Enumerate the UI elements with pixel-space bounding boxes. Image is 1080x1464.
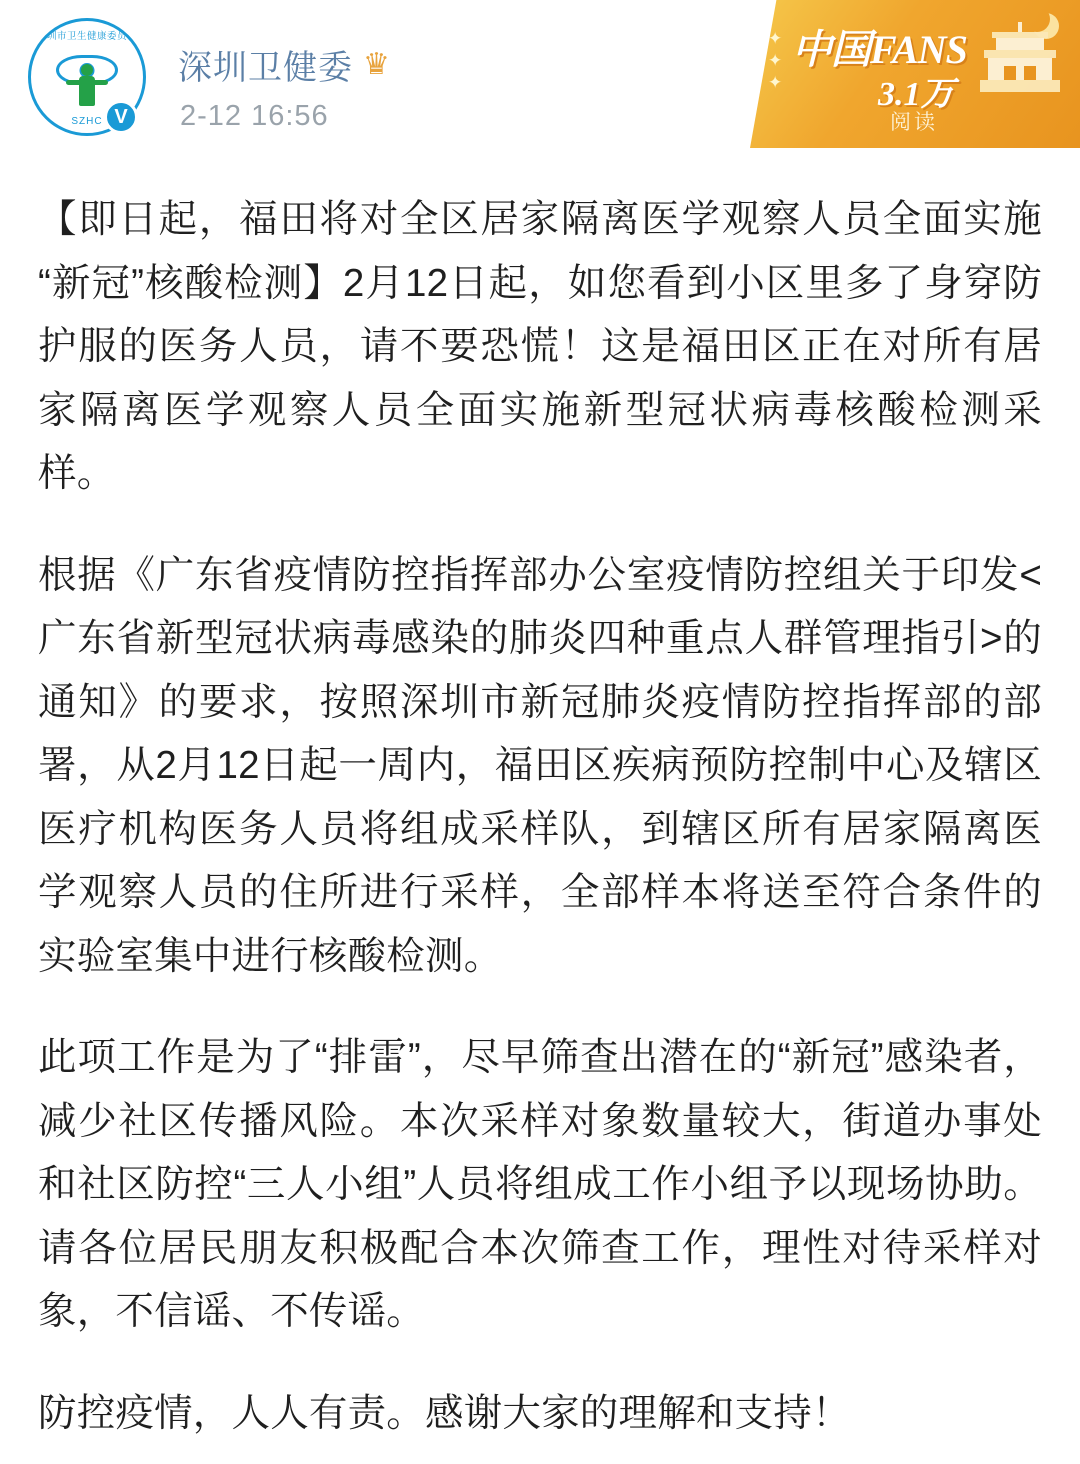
post-timestamp: 2-12 16:56 xyxy=(180,100,329,132)
watermark-title: 中国FANS xyxy=(792,27,967,72)
article-paragraph: 此项工作是为了“排雷”，尽早筛查出潜在的“新冠”感染者，减少社区传播风险。本次采样对象数量较大，街道办事处和社区防控“三人小组”人员将组成工作小组予以现场协助。请各位居民朋友积极配合本次筛查工作，理性对待采样对象，不信谣、不传谣。 xyxy=(38,1036,1042,1334)
account-name[interactable]: 深圳卫健委 xyxy=(178,49,353,87)
tiananmen-gate-icon xyxy=(974,18,1066,94)
account-line[interactable] xyxy=(178,40,390,89)
article-body xyxy=(0,178,1080,1445)
verified-badge-icon: V xyxy=(104,100,138,134)
person-figure-icon xyxy=(79,76,95,106)
crown-icon: ♛ xyxy=(363,47,390,81)
watermark-read-label: 阅读 xyxy=(890,111,938,134)
avatar-ring-bottom-text: SZHC xyxy=(71,116,103,127)
article-paragraph: 根据《广东省疫情防控指挥部办公室疫情防控组关于印发<广东省新型冠状病毒感染的肺炎四种重点人群管理指引>的通知》的要求，按照深圳市新冠肺炎疫情防控指挥部的部署，从2月12日起一周内，福田区疾病预防控制中心及辖区医疗机构医务人员将组成采样队，到辖区所有居家隔离医学观察人员的住所进行采样，全部样本将送至符合条件的实验室集中进行核酸检测。 xyxy=(38,553,1042,978)
avatar-ring-top-text: 深圳市卫生健康委员会 xyxy=(36,31,138,42)
post-header xyxy=(0,0,1080,178)
article-paragraph: 【即日起，福田将对全区居家隔离医学观察人员全面实施“新冠”核酸检测】2月12日起，如您看到小区里多了身穿防护服的医务人员，请不要恐慌！这是福田区正在对所有居家隔离医学观察人员全面实施新型冠状病毒核酸检测采样。 xyxy=(38,198,1042,496)
stars-icon: ✦ ✦ ✦ xyxy=(768,29,783,92)
watermark-read-count: 3.1万 xyxy=(878,76,955,113)
article-paragraph: 防控疫情，人人有责。感谢大家的理解和支持！ xyxy=(38,1391,851,1435)
read-count-watermark xyxy=(750,0,1080,148)
